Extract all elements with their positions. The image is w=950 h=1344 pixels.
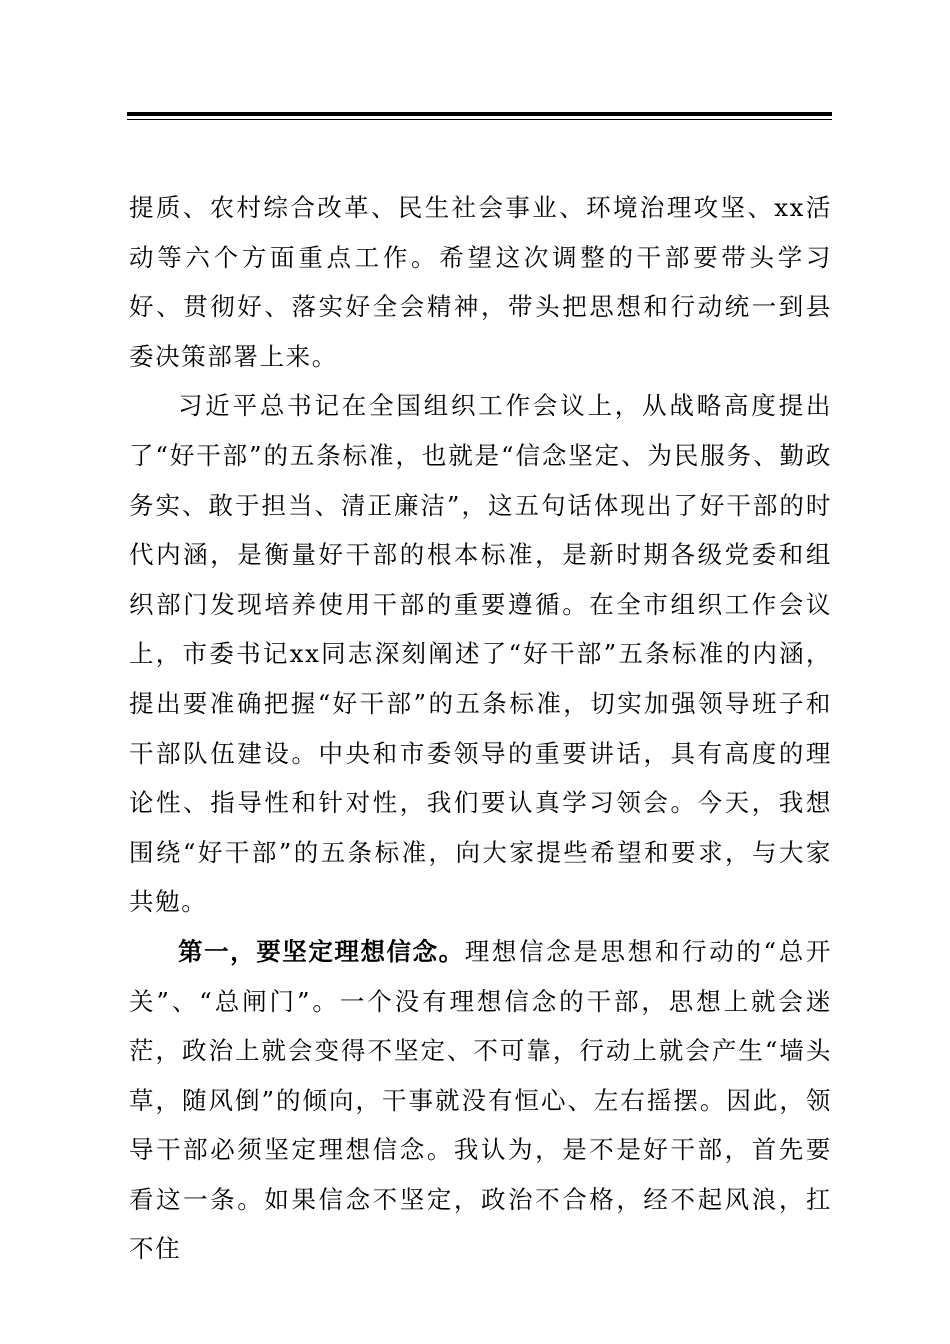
paragraph-3-line-3: 茫，政治上就会变得不坚定、不可靠，行动上就会产生“墙头 [129, 1036, 832, 1066]
paragraph-2 [129, 381, 832, 927]
paragraph-3 [129, 927, 832, 1274]
paragraph-3-line-4: 草，随风倒”的倾向，干事就没有恒心、左右摇摆。因此，领 [129, 1085, 832, 1115]
paragraph-2-line-6: 市委书记xx同志深刻阐述了“好干部”五条标准的内涵，提出 [129, 639, 832, 718]
paragraph-3-line-1: 理想信念是思想和行动的“总开 [464, 936, 832, 966]
paragraph-1-line-1: 提质、农村综合改革、民生社会事业、环境治理攻坚、xx活动 [129, 193, 832, 272]
paragraph-1-line-4: 署上来。 [233, 341, 338, 371]
header-rule-thick [127, 112, 832, 116]
paragraph-2-line-2: “好干部”的五条标准，也就是“信念坚定、为民服务、勤政 [155, 440, 832, 470]
paragraph-1 [129, 183, 832, 381]
document-body [129, 183, 832, 1274]
paragraph-1-line-3: 彻好、落实好全会精神，带头把思想和行动统一到县委决策部 [129, 292, 832, 371]
paragraph-2-line-10: 干部”的五条标准，向大家提些希望和要求，与大家共勉。 [129, 837, 832, 917]
section-heading: 第一，要坚定理想信念。 [178, 936, 465, 966]
paragraph-2-line-3: 务实、敢于担当、清正廉洁”，这五句话体现出了好干部的时 [129, 490, 832, 520]
paragraph-1-line-2: 等六个方面重点工作。希望这次调整的干部要带头学习好、贯 [129, 242, 832, 322]
paragraph-2-line-4: 代内涵，是衡量好干部的根本标准，是新时期各级党委和组织 [129, 540, 832, 619]
paragraph-3-line-2: 关”、“总闸门”。一个没有理想信念的干部，思想上就会迷 [129, 986, 832, 1016]
paragraph-2-line-1: 习近平总书记在全国组织工作会议上，从战略高度提出了 [129, 391, 832, 470]
paragraph-2-line-9: 指导性和针对性，我们要认真学习领会。今天，我想围绕“好 [129, 788, 832, 867]
paragraph-2-line-8: 队伍建设。中央和市委领导的重要讲话，具有高度的理论性、 [129, 738, 832, 818]
paragraph-3-line-5: 导干部必须坚定理想信念。我认为，是不是好干部，首先要看 [129, 1135, 832, 1214]
paragraph-2-line-7: 要准确把握“好干部”的五条标准，切实加强领导班子和干部 [129, 688, 832, 768]
paragraph-3-line-6: 这一条。如果信念不坚定，政治不合格，经不起风浪，扛不住 [129, 1184, 832, 1264]
paragraph-2-line-5: 部门发现培养使用干部的重要遵循。在全市组织工作会议上， [129, 589, 832, 669]
header-rule-thin [127, 119, 832, 120]
